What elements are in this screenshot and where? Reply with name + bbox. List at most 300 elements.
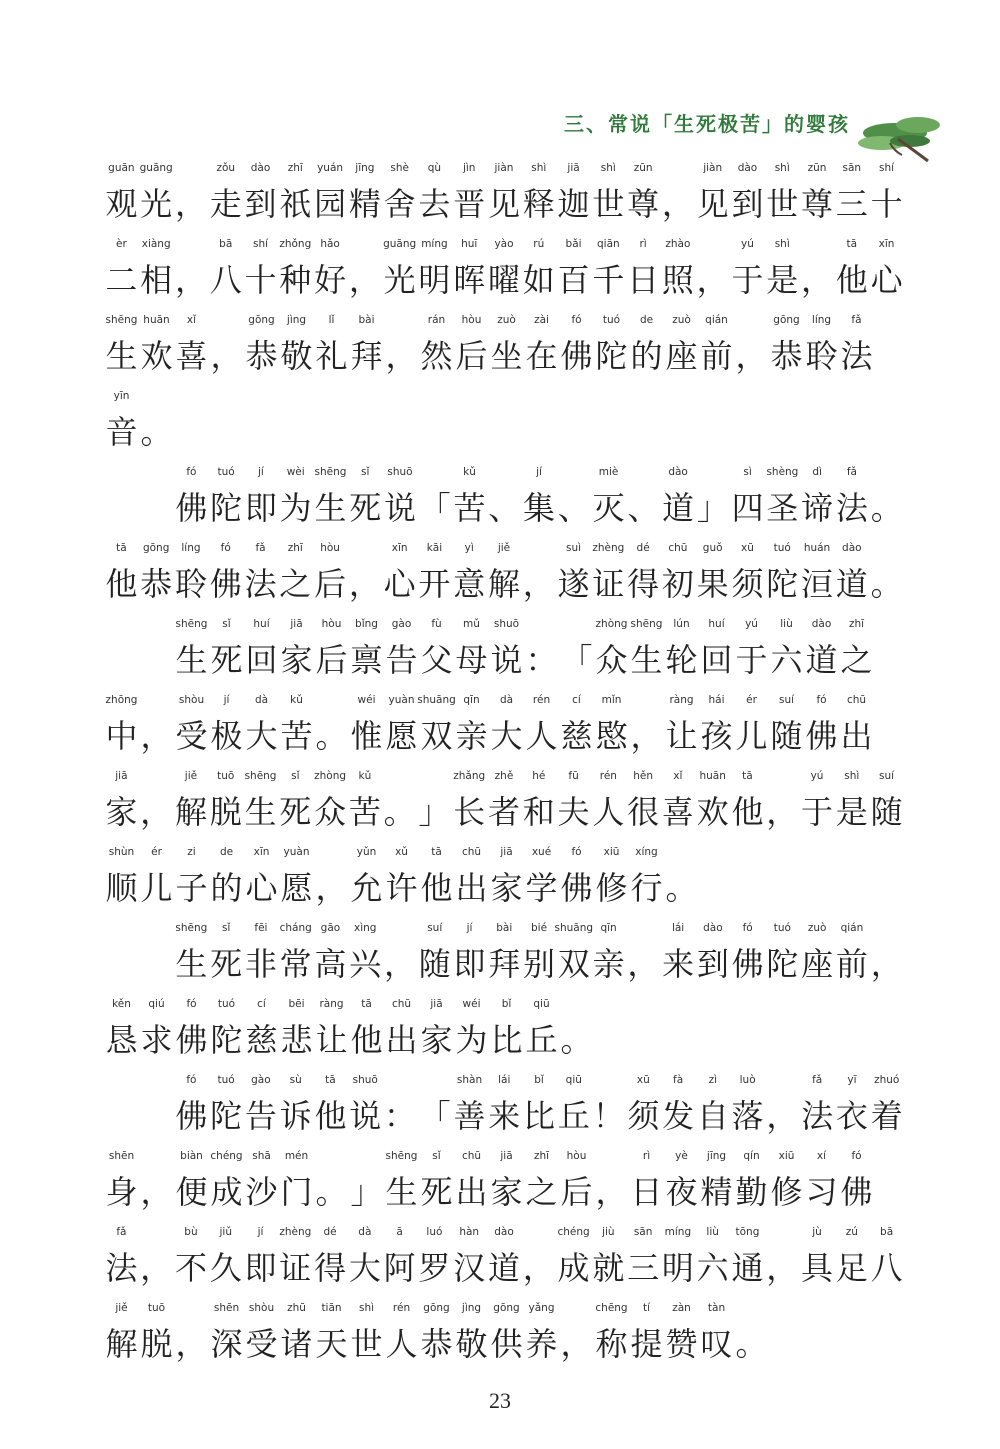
pinyin-annotation: shuāng bbox=[417, 694, 456, 706]
hanzi-character bbox=[244, 618, 279, 679]
hanzi-character bbox=[139, 238, 174, 299]
pinyin-annotation: dà bbox=[499, 694, 514, 706]
character-text: 意 bbox=[453, 565, 486, 603]
hanzi-character bbox=[384, 618, 419, 679]
text-line bbox=[104, 684, 904, 760]
character-text: 心 bbox=[245, 869, 278, 907]
character-text: 心 bbox=[870, 261, 903, 299]
pinyin-annotation: tā bbox=[361, 998, 372, 1010]
character-text: 之 bbox=[525, 1173, 558, 1211]
pinyin-annotation: kǔ bbox=[463, 466, 476, 478]
pinyin-annotation: rán bbox=[427, 314, 446, 326]
character-text: 者 bbox=[487, 793, 520, 831]
character-text: 苦 bbox=[453, 489, 486, 527]
hanzi-character bbox=[834, 162, 869, 223]
character-text: 比 bbox=[490, 1021, 523, 1059]
character-text: 尊 bbox=[627, 185, 660, 223]
character-text: 汉 bbox=[453, 1249, 486, 1287]
character-text: ， bbox=[735, 337, 768, 375]
pinyin-annotation: qiū bbox=[565, 1074, 582, 1086]
pinyin-annotation: yè bbox=[675, 1150, 688, 1162]
hanzi-character bbox=[349, 846, 384, 907]
character-text: 晋 bbox=[453, 185, 486, 223]
character-text: 光 bbox=[383, 261, 416, 299]
pinyin-annotation: qiū bbox=[533, 998, 550, 1010]
pinyin-annotation: gōng bbox=[248, 314, 275, 326]
hanzi-character bbox=[104, 542, 139, 603]
hanzi-character bbox=[278, 770, 313, 831]
hanzi-character bbox=[278, 542, 313, 603]
hanzi-character bbox=[314, 618, 349, 679]
pinyin-annotation: shēng bbox=[314, 466, 347, 478]
hanzi-character bbox=[347, 1226, 382, 1287]
character-text: 佛 bbox=[209, 565, 242, 603]
hanzi-character bbox=[629, 314, 664, 375]
hanzi-character bbox=[208, 770, 243, 831]
hanzi-character bbox=[591, 466, 626, 527]
character-text: 、 bbox=[557, 489, 590, 527]
hanzi-character bbox=[695, 922, 730, 983]
hanzi-character bbox=[417, 694, 456, 755]
character-text: 开 bbox=[418, 565, 451, 603]
hanzi-character bbox=[174, 542, 209, 603]
hanzi-character bbox=[454, 846, 489, 907]
pinyin-annotation: shùn bbox=[108, 846, 135, 858]
character-text: 「 bbox=[560, 641, 593, 679]
hanzi-character bbox=[452, 1226, 487, 1287]
hanzi-character bbox=[452, 922, 487, 983]
character-text: 陀 bbox=[210, 1021, 243, 1059]
hanzi-character bbox=[489, 314, 524, 375]
text-line bbox=[104, 1216, 904, 1292]
hanzi-character bbox=[419, 1302, 454, 1363]
character-text: 千 bbox=[592, 261, 625, 299]
character-text: 比 bbox=[523, 1097, 556, 1135]
hanzi-character bbox=[243, 770, 278, 831]
character-text: 观 bbox=[105, 185, 138, 223]
character-text: 沙 bbox=[245, 1173, 278, 1211]
pinyin-annotation: tuó bbox=[773, 922, 791, 934]
character-text: 大 bbox=[490, 717, 523, 755]
character-text: 夫 bbox=[557, 793, 590, 831]
hanzi-character bbox=[626, 238, 661, 299]
character-text: ， bbox=[630, 717, 663, 755]
pinyin-annotation: huān bbox=[143, 314, 170, 326]
punctuation bbox=[765, 1250, 800, 1286]
pinyin-annotation: shā bbox=[252, 1150, 271, 1162]
pinyin-annotation: fà bbox=[673, 1074, 684, 1086]
pinyin-annotation: yīn bbox=[113, 390, 130, 402]
punctuation bbox=[139, 1250, 174, 1286]
character-text: 到 bbox=[696, 945, 729, 983]
pinyin-annotation: hé bbox=[532, 770, 546, 782]
character-text: 集 bbox=[523, 489, 556, 527]
hanzi-character bbox=[487, 1226, 522, 1287]
character-text: 好 bbox=[314, 261, 347, 299]
character-text: 陀 bbox=[766, 945, 799, 983]
pinyin-annotation: miè bbox=[598, 466, 619, 478]
character-text: 佛 bbox=[175, 489, 208, 527]
hanzi-character bbox=[559, 314, 594, 375]
punctuation bbox=[626, 490, 661, 526]
pinyin-annotation: jiàn bbox=[494, 162, 514, 174]
pinyin-annotation: sǐ bbox=[221, 922, 231, 934]
punctuation bbox=[174, 1326, 209, 1362]
character-text: 光 bbox=[140, 185, 173, 223]
character-text: 来 bbox=[662, 945, 695, 983]
punctuation bbox=[869, 566, 904, 602]
hanzi-character bbox=[244, 998, 279, 1059]
hanzi-character bbox=[419, 314, 454, 375]
punctuation bbox=[174, 262, 209, 298]
character-text: 世 bbox=[766, 185, 799, 223]
pinyin-annotation: jìn bbox=[462, 162, 476, 174]
hanzi-character bbox=[661, 922, 696, 983]
pinyin-annotation: lái bbox=[671, 922, 685, 934]
pinyin-annotation: chū bbox=[846, 694, 867, 706]
pinyin-annotation: dào bbox=[494, 1226, 514, 1238]
text-line bbox=[104, 836, 904, 912]
pinyin-annotation: sǐ bbox=[291, 770, 300, 782]
pinyin-annotation: rén bbox=[392, 1302, 411, 1314]
pinyin-annotation: wéi bbox=[357, 694, 376, 706]
pinyin-annotation: zuò bbox=[497, 314, 516, 326]
character-text: 心 bbox=[383, 565, 416, 603]
hanzi-character bbox=[243, 542, 278, 603]
hanzi-character bbox=[313, 238, 348, 299]
character-text: 轮 bbox=[665, 641, 698, 679]
character-text: 即 bbox=[453, 945, 486, 983]
pinyin-annotation: shè bbox=[390, 162, 409, 174]
pinyin-annotation: líng bbox=[181, 542, 201, 554]
hanzi-character bbox=[349, 1302, 384, 1363]
pinyin-annotation: tiān bbox=[321, 1302, 342, 1314]
character-text: ， bbox=[383, 945, 416, 983]
hanzi-character bbox=[591, 162, 626, 223]
pinyin-annotation: shì bbox=[531, 162, 547, 174]
hanzi-character bbox=[869, 238, 904, 299]
character-text: 孩 bbox=[700, 717, 733, 755]
pinyin-annotation: xū bbox=[741, 542, 754, 554]
character-text: 脱 bbox=[140, 1325, 173, 1363]
character-text: 陀 bbox=[595, 337, 628, 375]
hanzi-character bbox=[730, 1226, 765, 1287]
pinyin-annotation: hěn bbox=[633, 770, 653, 782]
punctuation bbox=[661, 186, 696, 222]
pinyin-annotation: tā bbox=[325, 1074, 336, 1086]
pinyin-annotation: rú bbox=[533, 238, 545, 250]
character-text: 道 bbox=[662, 489, 695, 527]
character-text: 坐 bbox=[490, 337, 523, 375]
hanzi-character bbox=[104, 1226, 139, 1287]
character-text: 母 bbox=[455, 641, 488, 679]
pinyin-annotation: qiān bbox=[596, 238, 620, 250]
hanzi-character bbox=[834, 1226, 869, 1287]
pinyin-annotation: dào bbox=[811, 618, 832, 630]
character-text: 生 bbox=[385, 1173, 418, 1211]
pinyin-annotation: yào bbox=[494, 238, 514, 250]
character-text: 众 bbox=[595, 641, 628, 679]
pinyin-annotation: fó bbox=[742, 922, 753, 934]
pinyin-annotation: kǔ bbox=[358, 770, 372, 782]
character-text: 称 bbox=[595, 1325, 628, 1363]
hanzi-character bbox=[279, 1302, 314, 1363]
hanzi-character bbox=[699, 314, 734, 375]
hanzi-character bbox=[522, 922, 557, 983]
punctuation bbox=[591, 1098, 626, 1134]
character-text: 的 bbox=[210, 869, 243, 907]
character-text: 供 bbox=[490, 1325, 523, 1363]
pinyin-annotation: hǎo bbox=[320, 238, 340, 250]
page-number: 23 bbox=[489, 1388, 511, 1413]
pinyin-annotation: zhǒng bbox=[279, 238, 312, 250]
pinyin-annotation: yú bbox=[745, 618, 758, 630]
character-text: 精 bbox=[348, 185, 381, 223]
hanzi-character bbox=[104, 238, 139, 299]
character-text: 迦 bbox=[557, 185, 590, 223]
character-text: 三 bbox=[835, 185, 868, 223]
hanzi-character bbox=[209, 694, 244, 755]
pinyin-annotation: xiàng bbox=[141, 238, 171, 250]
hanzi-character bbox=[556, 542, 591, 603]
hanzi-character bbox=[695, 1074, 730, 1135]
character-text: 到 bbox=[731, 185, 764, 223]
hanzi-character bbox=[243, 1226, 278, 1287]
character-text: 长 bbox=[453, 793, 486, 831]
character-text: 出 bbox=[455, 869, 488, 907]
pinyin-annotation: zhī bbox=[287, 162, 303, 174]
punctuation bbox=[487, 490, 522, 526]
hanzi-character bbox=[279, 1150, 314, 1211]
pinyin-annotation: dào bbox=[737, 162, 758, 174]
pinyin-annotation: tuó bbox=[602, 314, 621, 326]
hanzi-character bbox=[487, 922, 522, 983]
chapter-header: 三、常说「生死极苦」的婴孩 bbox=[564, 112, 850, 136]
character-text: 。 bbox=[870, 565, 903, 603]
character-text: ， bbox=[766, 1097, 799, 1135]
character-text: 回 bbox=[245, 641, 278, 679]
character-text: 久 bbox=[209, 1249, 242, 1287]
pinyin-annotation: zhèng bbox=[592, 542, 625, 554]
pinyin-annotation: qiú bbox=[148, 998, 165, 1010]
character-text: 道 bbox=[487, 1249, 520, 1287]
pinyin-annotation: xí bbox=[816, 1150, 827, 1162]
character-text: 种 bbox=[279, 261, 312, 299]
pinyin-annotation: yuàn bbox=[283, 846, 310, 858]
pinyin-annotation: shòu bbox=[178, 694, 205, 706]
character-text: 足 bbox=[835, 1249, 868, 1287]
hanzi-character bbox=[208, 1226, 243, 1287]
character-text: ， bbox=[140, 1249, 173, 1287]
hanzi-character bbox=[522, 1074, 557, 1135]
pinyin-annotation: shēn bbox=[213, 1302, 240, 1314]
character-text: ， bbox=[348, 261, 381, 299]
pinyin-annotation: dào bbox=[668, 466, 688, 478]
hanzi-character bbox=[554, 922, 594, 983]
character-text: 。 bbox=[315, 1173, 348, 1211]
character-text: 音 bbox=[105, 413, 138, 451]
hanzi-character bbox=[556, 1226, 591, 1287]
pinyin-annotation: xīn bbox=[391, 542, 408, 554]
character-text: 丘 bbox=[525, 1021, 558, 1059]
character-text: ， bbox=[140, 793, 173, 831]
hanzi-character bbox=[139, 998, 174, 1059]
hanzi-character bbox=[384, 694, 419, 755]
pinyin-annotation: fū bbox=[568, 770, 579, 782]
character-text: 欢 bbox=[140, 337, 173, 375]
pinyin-annotation: chéng bbox=[557, 1226, 590, 1238]
hanzi-character bbox=[314, 314, 349, 375]
character-text: 兴 bbox=[349, 945, 382, 983]
punctuation bbox=[174, 186, 209, 222]
character-text: ， bbox=[140, 717, 173, 755]
pinyin-annotation: tàn bbox=[707, 1302, 726, 1314]
hanzi-character bbox=[521, 770, 556, 831]
pinyin-annotation: dào bbox=[703, 922, 723, 934]
hanzi-character bbox=[243, 238, 278, 299]
pinyin-annotation: gào bbox=[251, 1074, 271, 1086]
text-line bbox=[104, 532, 904, 608]
character-text: ， bbox=[595, 1173, 628, 1211]
character-text: 随 bbox=[418, 945, 451, 983]
pinyin-annotation: yú bbox=[810, 770, 824, 782]
hanzi-character bbox=[452, 466, 487, 527]
pinyin-annotation: fó bbox=[186, 466, 197, 478]
punctuation bbox=[594, 1174, 629, 1210]
pinyin-annotation: ér bbox=[151, 846, 162, 858]
hanzi-character bbox=[626, 770, 661, 831]
hanzi-character bbox=[209, 466, 244, 527]
character-text: 二 bbox=[105, 261, 138, 299]
hanzi-character bbox=[629, 1150, 664, 1211]
hanzi-character bbox=[313, 922, 348, 983]
hanzi-character bbox=[174, 694, 209, 755]
character-text: ， bbox=[696, 261, 729, 299]
pinyin-annotation: wéi bbox=[462, 998, 481, 1010]
character-text: 欢 bbox=[696, 793, 729, 831]
pinyin-annotation: mǐn bbox=[601, 694, 622, 706]
punctuation bbox=[139, 718, 174, 754]
pinyin-annotation: bā bbox=[219, 238, 233, 250]
character-text: 不 bbox=[174, 1249, 207, 1287]
punctuation bbox=[417, 490, 452, 526]
hanzi-character bbox=[279, 618, 314, 679]
punctuation bbox=[664, 870, 699, 906]
pinyin-annotation: yǎng bbox=[528, 1302, 555, 1314]
hanzi-character bbox=[804, 1150, 839, 1211]
pinyin-annotation: fǎ bbox=[255, 542, 266, 554]
punctuation bbox=[765, 794, 800, 830]
hanzi-character bbox=[487, 238, 522, 299]
pinyin-annotation: fó bbox=[186, 998, 197, 1010]
character-text: 法 bbox=[801, 1097, 834, 1135]
character-text: 和 bbox=[522, 793, 555, 831]
character-text: 座 bbox=[801, 945, 834, 983]
hanzi-character bbox=[382, 542, 417, 603]
pinyin-annotation: gōng bbox=[423, 1302, 450, 1314]
character-text: 家 bbox=[105, 793, 138, 831]
character-text: 拜 bbox=[350, 337, 383, 375]
character-text: 儿 bbox=[735, 717, 768, 755]
character-text: 证 bbox=[279, 1249, 312, 1287]
character-text: 之 bbox=[279, 565, 312, 603]
character-text: 门 bbox=[280, 1173, 313, 1211]
character-text: 去 bbox=[418, 185, 451, 223]
hanzi-character bbox=[699, 1302, 734, 1363]
hanzi-character bbox=[208, 238, 243, 299]
pinyin-annotation: zhào bbox=[665, 238, 691, 250]
character-text: 非 bbox=[244, 945, 277, 983]
character-text: 成 bbox=[210, 1173, 243, 1211]
character-text: 慈 bbox=[245, 1021, 278, 1059]
hanzi-character bbox=[769, 694, 804, 755]
hanzi-character bbox=[454, 1150, 489, 1211]
character-text: ， bbox=[560, 1325, 593, 1363]
pinyin-annotation: qù bbox=[427, 162, 442, 174]
character-text: 「 bbox=[418, 1097, 451, 1135]
pinyin-annotation: liù bbox=[706, 1226, 719, 1238]
pinyin-annotation: tuó bbox=[773, 542, 791, 554]
text-line bbox=[104, 456, 904, 532]
hanzi-character bbox=[313, 1074, 348, 1135]
hanzi-character bbox=[804, 618, 839, 679]
pinyin-annotation: fó bbox=[816, 694, 827, 706]
hanzi-character bbox=[695, 1226, 730, 1287]
character-text: ， bbox=[766, 1249, 799, 1287]
hanzi-character bbox=[279, 846, 314, 907]
hanzi-character bbox=[626, 542, 661, 603]
pinyin-annotation: chū bbox=[461, 1150, 482, 1162]
hanzi-character bbox=[139, 314, 174, 375]
hanzi-character bbox=[524, 694, 559, 755]
pinyin-annotation: shàn bbox=[456, 1074, 483, 1086]
hanzi-character bbox=[417, 922, 452, 983]
hanzi-character bbox=[452, 542, 487, 603]
character-text: 照 bbox=[661, 261, 694, 299]
character-text: 苦 bbox=[348, 793, 381, 831]
hanzi-character bbox=[349, 998, 384, 1059]
character-text: 叹 bbox=[700, 1325, 733, 1363]
hanzi-character bbox=[454, 694, 489, 755]
character-text: 果 bbox=[696, 565, 729, 603]
character-text: 儿 bbox=[140, 869, 173, 907]
hanzi-character bbox=[244, 846, 279, 907]
hanzi-character bbox=[487, 542, 522, 603]
pinyin-annotation: wèi bbox=[286, 466, 305, 478]
hanzi-character bbox=[347, 162, 382, 223]
hanzi-character bbox=[839, 1150, 874, 1211]
hanzi-character bbox=[139, 162, 174, 223]
pinyin-annotation: shì bbox=[358, 1302, 375, 1314]
character-text: 见 bbox=[487, 185, 520, 223]
hanzi-character bbox=[556, 770, 591, 831]
pinyin-annotation: qīn bbox=[600, 922, 617, 934]
character-text: 」 bbox=[696, 489, 729, 527]
character-text: 佛 bbox=[731, 945, 764, 983]
hanzi-character bbox=[489, 1302, 524, 1363]
character-text: 阿 bbox=[383, 1249, 416, 1287]
hanzi-character bbox=[104, 1302, 139, 1363]
punctuation bbox=[347, 262, 382, 298]
pinyin-annotation: dào bbox=[250, 162, 271, 174]
character-text: 生 bbox=[105, 337, 138, 375]
character-text: 舍 bbox=[383, 185, 416, 223]
pinyin-annotation: xǔ bbox=[395, 846, 408, 858]
character-text: 他 bbox=[350, 1021, 383, 1059]
character-text: 许 bbox=[385, 869, 418, 907]
pinyin-annotation: zuò bbox=[672, 314, 691, 326]
hanzi-character bbox=[664, 1302, 699, 1363]
